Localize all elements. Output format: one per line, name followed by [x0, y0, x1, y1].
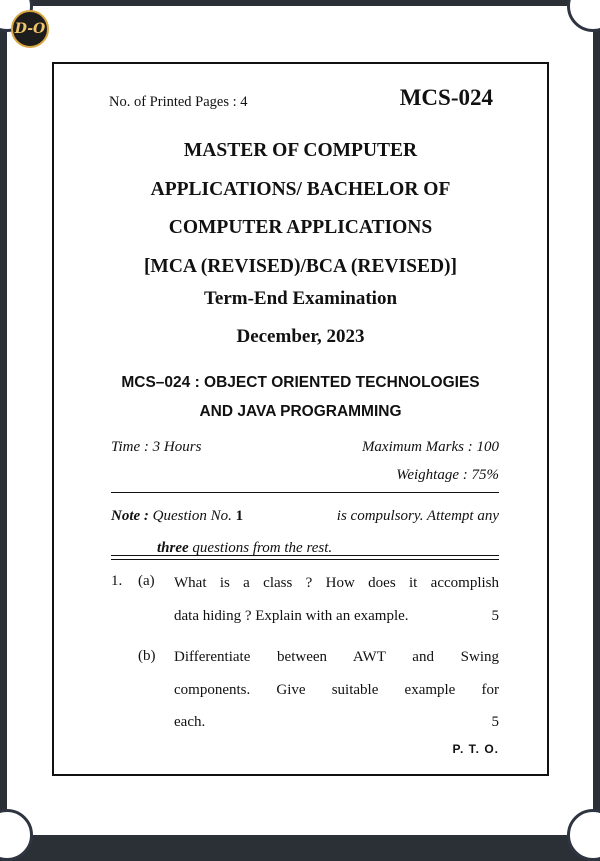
corner-decoration [567, 0, 600, 32]
printed-pages: No. of Printed Pages : 4 [109, 94, 248, 110]
exam-paper-page [7, 6, 593, 835]
marks: 5 [491, 714, 499, 730]
question-number: 1. [111, 573, 123, 589]
exam-date: December, 2023 [236, 326, 365, 347]
question-part-text: What is a class ? How does it accomplish data hiding ? Explain with an example. 5 [174, 567, 499, 632]
programme-title [54, 132, 547, 286]
content-frame [52, 62, 549, 776]
maximum-marks: Maximum Marks : 100 [361, 439, 499, 455]
time-limit: Time : 3 Hours [111, 439, 202, 455]
course-line: AND JAVA PROGRAMMING [199, 403, 402, 420]
title-line: COMPUTER APPLICATIONS [168, 217, 433, 238]
corner-decoration [0, 809, 33, 861]
divider [111, 492, 499, 493]
question-part-label: (b) [138, 648, 156, 664]
title-line: [MCA (REVISED)/BCA (REVISED)] [143, 255, 458, 277]
note-label: Note : [111, 508, 149, 524]
paper-code: MCS-024 [399, 85, 493, 110]
corner-decoration [567, 809, 600, 861]
divider [111, 555, 499, 556]
weightage: Weightage : 75% [396, 467, 499, 483]
question-part-text: Differentiate between AWT and Swing components. Give suitable example for each. 5 [174, 641, 499, 739]
instructions-note: Note : Question No. 1 is compulsory. Attempt any three questions from the rest. [111, 508, 499, 556]
exam-name: Term-End Examination [203, 288, 398, 309]
please-turn-over: P. T. O. [452, 742, 499, 756]
divider [111, 559, 499, 560]
course-line: MCS–024 : OBJECT ORIENTED TECHNOLOGIES [121, 374, 480, 391]
title-line: MASTER OF COMPUTER [183, 140, 418, 161]
logo: D-O [11, 10, 49, 48]
course-title [54, 368, 547, 426]
question-part-label: (a) [138, 573, 155, 589]
marks: 5 [491, 607, 499, 624]
title-line: APPLICATIONS/ BACHELOR OF [150, 178, 451, 200]
